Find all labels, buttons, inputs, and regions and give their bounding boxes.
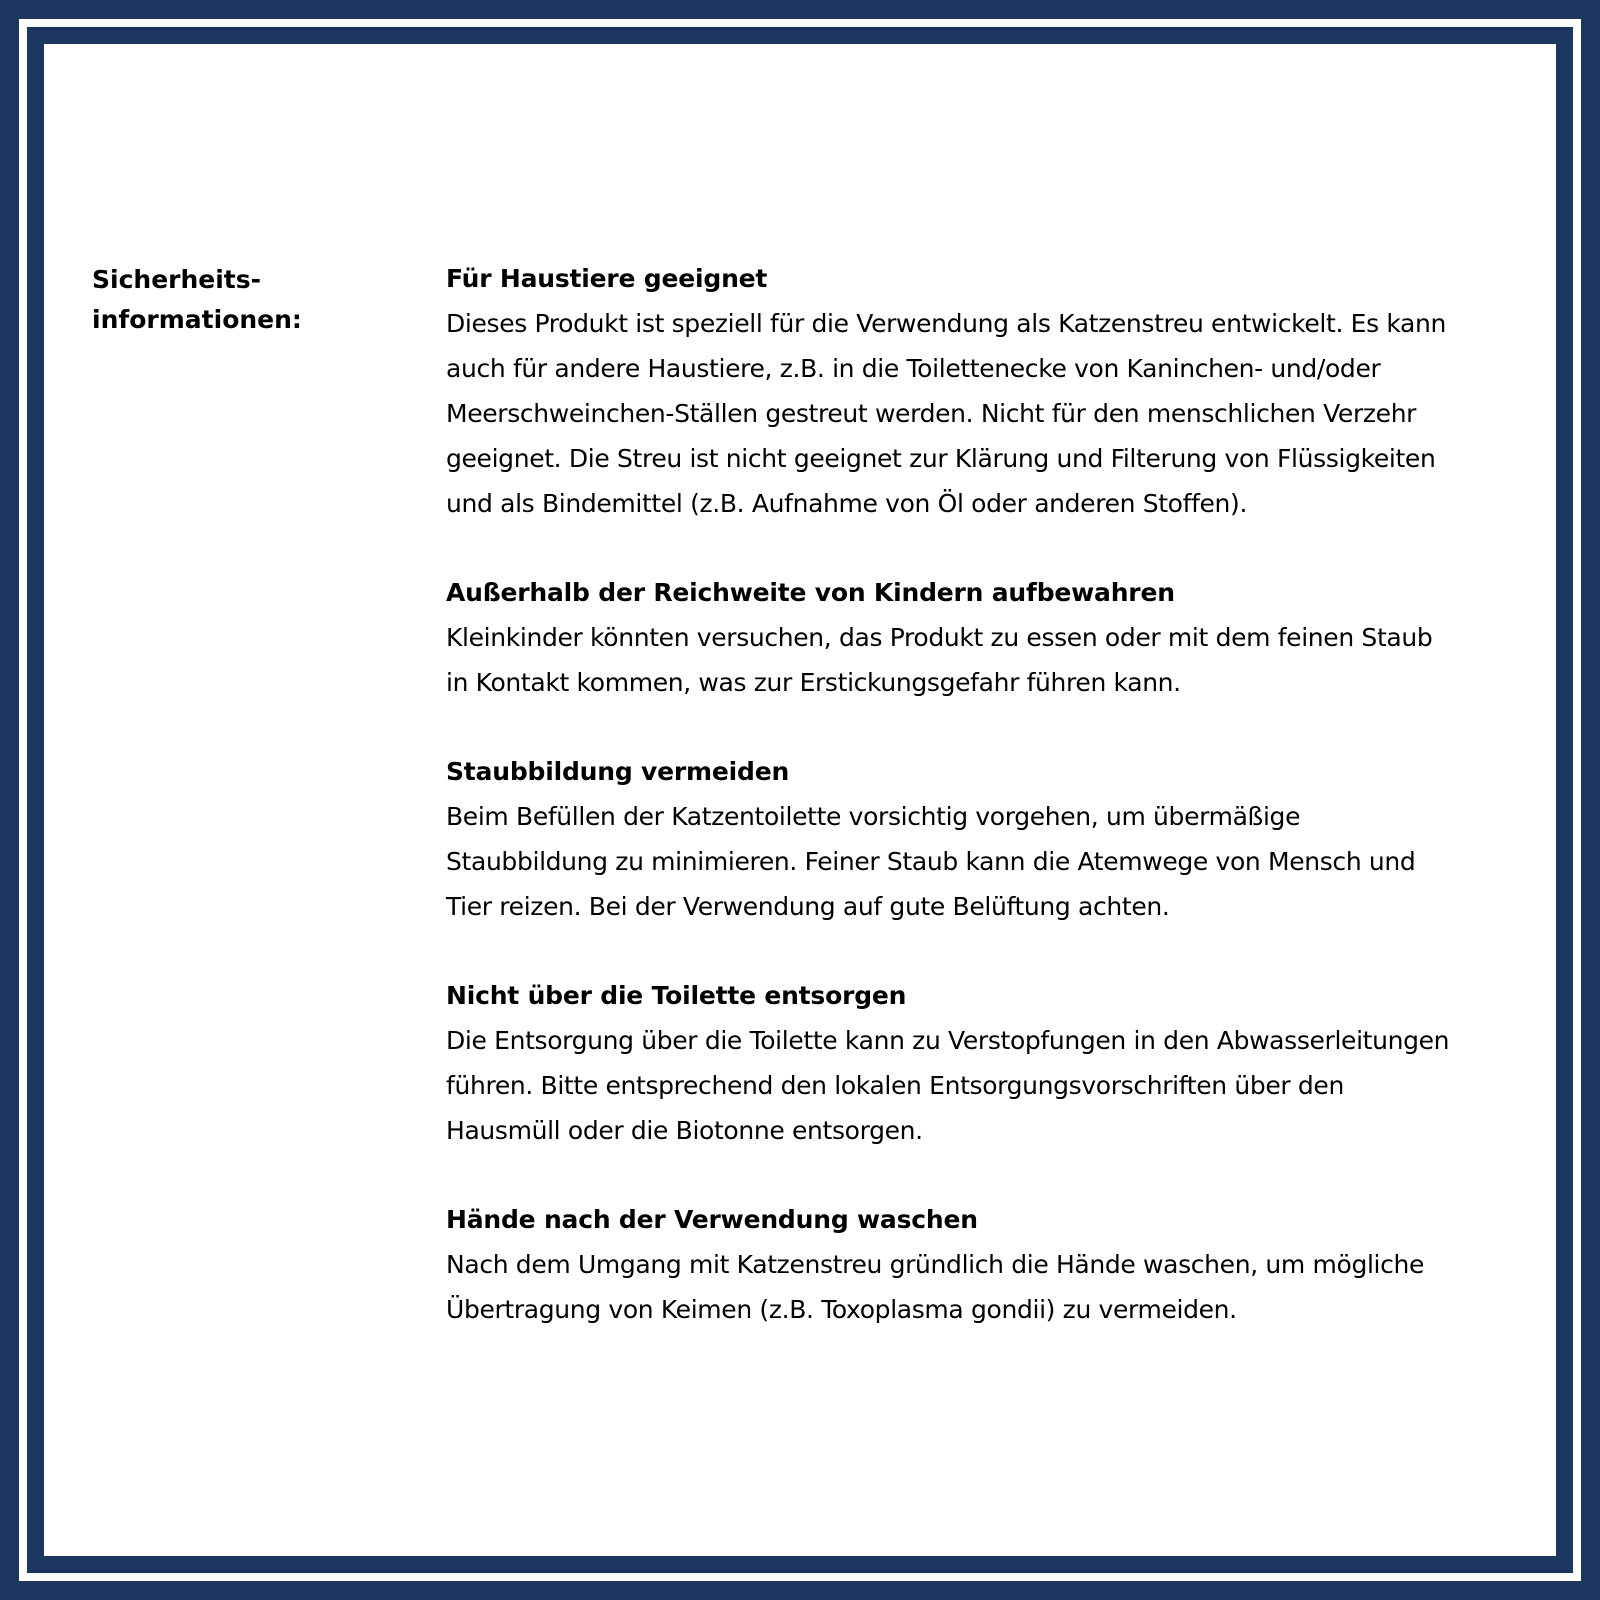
section-children xyxy=(446,570,1546,705)
section-disposal xyxy=(446,973,1546,1153)
section-title: Staubbildung vermeiden xyxy=(446,757,790,786)
section-title: Außerhalb der Reichweite von Kindern aufbewahren xyxy=(446,578,1175,607)
text-line: Tier reizen. Bei der Verwendung auf gute Belüftung achten. xyxy=(446,892,1170,921)
text-line: führen. Bitte entsprechend den lokalen Entsorgungsvorschriften über den xyxy=(446,1071,1344,1100)
section-title: Hände nach der Verwendung waschen xyxy=(446,1205,978,1234)
section-text xyxy=(446,794,1546,929)
text-line: Meerschweinchen-Ställen gestreut werden. Nicht für den menschlichen Verzehr xyxy=(446,399,1417,428)
section-dust xyxy=(446,749,1546,929)
text-line: auch für andere Haustiere, z.B. in die Toilettenecke von Kaninchen- und/oder xyxy=(446,354,1381,383)
section-label xyxy=(92,260,382,340)
section-label-line-1: Sicherheits- xyxy=(92,265,262,294)
section-hands xyxy=(446,1197,1546,1332)
text-line: Beim Befüllen der Katzentoilette vorsichtig vorgehen, um übermäßige xyxy=(446,802,1301,831)
text-line: Staubbildung zu minimieren. Feiner Staub kann die Atemwege von Mensch und xyxy=(446,847,1416,876)
section-text xyxy=(446,615,1546,705)
text-line: Dieses Produkt ist speziell für die Verwendung als Katzenstreu entwickelt. Es kann xyxy=(446,309,1446,338)
section-text xyxy=(446,1018,1546,1153)
document-page xyxy=(44,44,1556,1556)
section-text xyxy=(446,301,1546,526)
text-line: Kleinkinder könnten versuchen, das Produkt zu essen oder mit dem feinen Staub xyxy=(446,623,1433,652)
text-line: und als Bindemittel (z.B. Aufnahme von Öl oder anderen Stoffen). xyxy=(446,489,1248,518)
text-line: Nach dem Umgang mit Katzenstreu gründlich die Hände waschen, um mögliche xyxy=(446,1250,1425,1279)
section-title: Nicht über die Toilette entsorgen xyxy=(446,981,907,1010)
text-line: geeignet. Die Streu ist nicht geeignet zur Klärung und Filterung von Flüssigkeiten xyxy=(446,444,1436,473)
section-pets xyxy=(446,256,1546,526)
text-line: Die Entsorgung über die Toilette kann zu Verstopfungen in den Abwasserleitungen xyxy=(446,1026,1450,1055)
safety-sections xyxy=(446,256,1546,1376)
text-line: Übertragung von Keimen (z.B. Toxoplasma gondii) zu vermeiden. xyxy=(446,1295,1237,1324)
section-title: Für Haustiere geeignet xyxy=(446,264,768,293)
section-label-line-2: informationen: xyxy=(92,305,302,334)
text-line: in Kontakt kommen, was zur Erstickungsgefahr führen kann. xyxy=(446,668,1181,697)
section-text xyxy=(446,1242,1546,1332)
text-line: Hausmüll oder die Biotonne entsorgen. xyxy=(446,1116,923,1145)
